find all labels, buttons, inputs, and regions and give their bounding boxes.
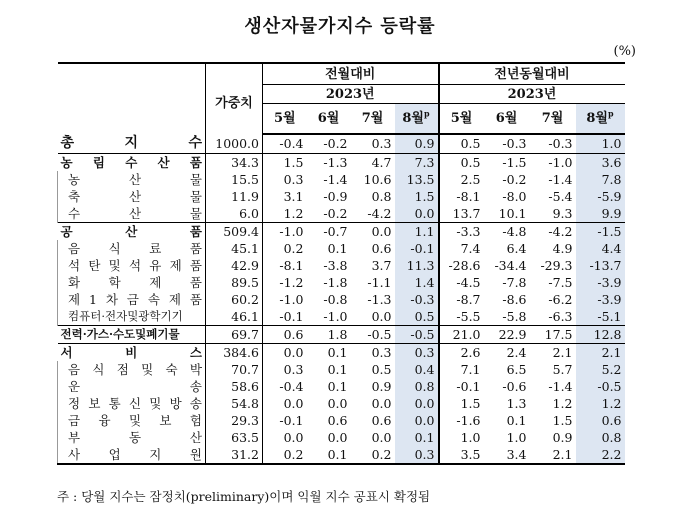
mom-cell: -0.5	[351, 326, 395, 344]
table-row	[58, 326, 625, 344]
yoy-cell: -8.6	[502, 292, 527, 307]
yoy-cell: -4.8	[484, 223, 530, 241]
row-label: 축 산 물	[58, 188, 206, 205]
row-label: 수 산 물	[58, 205, 206, 223]
table-title: 생산자물가지수 등락률	[244, 16, 436, 37]
mom-cell: 0.0	[263, 344, 307, 362]
yoy-cell: -1.4	[548, 379, 573, 394]
table-row	[58, 188, 625, 205]
table-row	[58, 446, 625, 464]
yoy-cell: -0.2	[502, 172, 527, 187]
mom-cell: -1.4	[323, 172, 348, 187]
mom-cell: 0.0	[327, 396, 348, 411]
mom-cell: -0.1	[395, 240, 439, 257]
mom-cell: 0.0	[263, 429, 307, 446]
yoy-cell: -0.3	[484, 134, 530, 154]
weight-cell: 69.7	[206, 326, 263, 344]
mom-cell: 0.0	[371, 309, 392, 324]
yoy-cell: 7.4	[439, 240, 484, 257]
unit-label: (%)	[613, 44, 636, 59]
mom-cell: 0.6	[371, 241, 392, 256]
mom-cell: 0.1	[307, 446, 351, 464]
yoy-cell: 3.5	[439, 446, 484, 464]
mom-cell: 0.2	[351, 446, 395, 464]
table-row	[58, 154, 625, 172]
yoy-cell: -5.9	[576, 188, 625, 205]
yoy-cell: 1.3	[506, 396, 527, 411]
yoy-cell: 12.8	[576, 326, 625, 344]
row-label: 서 비 스	[58, 344, 206, 362]
table-row	[58, 291, 625, 308]
yoy-cell: 6.5	[506, 362, 527, 377]
table-row	[58, 240, 625, 257]
row-label: 정 보 통 신 및 방 송	[58, 395, 206, 412]
mom-cell: -0.3	[395, 291, 439, 308]
weight-cell: 509.4	[206, 223, 263, 241]
weight-cell: 34.3	[206, 154, 263, 172]
mom-header: 전월대비	[263, 63, 439, 85]
mom-cell: 7.3	[395, 154, 439, 172]
mom-cell: -1.0	[263, 223, 307, 241]
row-label: 음 식 료 품	[58, 240, 206, 257]
mom-cell: 0.0	[395, 205, 439, 223]
yoy-cell: 7.8	[576, 171, 625, 188]
yoy-cell: -5.8	[502, 309, 527, 324]
table-row	[58, 308, 625, 326]
yoy-cell: -7.5	[548, 275, 573, 290]
weight-cell: 11.9	[206, 188, 263, 205]
yoy-cell: -3.9	[576, 274, 625, 291]
mom-cell: 0.3	[351, 344, 395, 362]
mom-cell: 1.5	[395, 188, 439, 205]
yoy-cell: -0.6	[502, 379, 527, 394]
yoy-month-1: 5월	[439, 104, 484, 134]
yoy-cell: -0.1	[439, 378, 484, 395]
yoy-cell: -8.7	[439, 291, 484, 308]
mom-cell: 0.6	[371, 413, 392, 428]
yoy-cell: -4.5	[439, 274, 484, 291]
mom-cell: 0.4	[395, 361, 439, 378]
mom-month-4: 8월$^p$	[395, 104, 439, 134]
row-label: 사 업 지 원	[58, 446, 206, 464]
yoy-cell: -28.6	[439, 257, 484, 274]
yoy-cell: 3.6	[576, 154, 625, 172]
yoy-cell: 0.6	[576, 412, 625, 429]
yoy-cell: 2.5	[439, 171, 484, 188]
mom-cell: -3.8	[323, 258, 348, 273]
ppi-table	[57, 62, 625, 465]
yoy-year: 2023년	[439, 85, 625, 104]
yoy-cell: -0.5	[576, 378, 625, 395]
mom-cell: -8.1	[263, 257, 307, 274]
yoy-cell: 4.4	[576, 240, 625, 257]
mom-cell: -1.1	[367, 275, 392, 290]
mom-cell: 0.0	[371, 430, 392, 445]
mom-month-1: 5월	[263, 104, 307, 134]
mom-cell: 0.1	[327, 241, 348, 256]
yoy-cell: 0.5	[439, 134, 484, 154]
row-label: 농 산 물	[58, 171, 206, 188]
weight-cell: 6.0	[206, 205, 263, 223]
yoy-cell: 2.4	[484, 344, 530, 362]
table-row	[58, 171, 625, 188]
row-label: 공 산 품	[58, 223, 206, 241]
weight-cell: 58.6	[206, 378, 263, 395]
yoy-cell: -3.9	[576, 291, 625, 308]
yoy-cell: -8.1	[439, 188, 484, 205]
label-header	[58, 63, 206, 134]
table-row	[58, 205, 625, 223]
table-row	[58, 134, 625, 154]
table-row	[58, 429, 625, 446]
mom-cell: 0.6	[263, 326, 307, 344]
weight-cell: 42.9	[206, 257, 263, 274]
weight-cell: 89.5	[206, 274, 263, 291]
yoy-cell: -7.8	[502, 275, 527, 290]
mom-cell: 1.5	[263, 154, 307, 172]
mom-cell: 0.3	[263, 171, 307, 188]
row-label: 운 송	[58, 378, 206, 395]
mom-cell: 0.2	[263, 240, 307, 257]
mom-cell: -0.5	[395, 326, 439, 344]
mom-cell: 0.1	[395, 429, 439, 446]
yoy-cell: 4.9	[552, 241, 573, 256]
yoy-cell: 13.7	[439, 205, 484, 223]
weight-cell: 63.5	[206, 429, 263, 446]
mom-cell: 0.3	[395, 344, 439, 362]
yoy-cell: 2.2	[576, 446, 625, 464]
mom-cell: 13.5	[395, 171, 439, 188]
yoy-cell: 17.5	[530, 326, 576, 344]
mom-cell: -0.4	[263, 134, 307, 154]
row-label: 농 림 수 산 품	[58, 154, 206, 172]
yoy-cell: -1.5	[576, 223, 625, 241]
table-row	[58, 257, 625, 274]
mom-cell: -0.8	[323, 292, 348, 307]
row-label: 음 식 점 및 숙 박	[58, 361, 206, 378]
mom-cell: -0.9	[323, 189, 348, 204]
mom-cell: 0.8	[395, 378, 439, 395]
yoy-cell: 6.4	[506, 241, 527, 256]
yoy-cell: -5.4	[548, 189, 573, 204]
yoy-cell: -1.6	[439, 412, 484, 429]
mom-cell: 0.5	[371, 362, 392, 377]
yoy-cell: -13.7	[576, 257, 625, 274]
mom-cell: 0.0	[327, 430, 348, 445]
yoy-cell: 2.6	[439, 344, 484, 362]
mom-month-3: 7월	[351, 104, 395, 134]
yoy-cell: 21.0	[439, 326, 484, 344]
yoy-cell: 1.0	[576, 134, 625, 154]
mom-cell: -1.2	[263, 274, 307, 291]
weight-cell: 31.2	[206, 446, 263, 464]
mom-cell: 0.6	[327, 413, 348, 428]
yoy-cell: 0.1	[506, 413, 527, 428]
yoy-cell: -1.4	[548, 172, 573, 187]
mom-cell: 0.1	[307, 344, 351, 362]
table-row	[58, 378, 625, 395]
yoy-cell: -6.2	[548, 292, 573, 307]
weight-cell: 384.6	[206, 344, 263, 362]
yoy-cell: -5.1	[576, 308, 625, 326]
yoy-month-2: 6월	[484, 104, 530, 134]
yoy-cell: 1.0	[439, 429, 484, 446]
mom-cell: -1.8	[323, 275, 348, 290]
mom-cell: 0.1	[327, 379, 348, 394]
yoy-cell: 2.1	[530, 344, 576, 362]
yoy-cell: 3.4	[484, 446, 530, 464]
row-label: 부 동 산	[58, 429, 206, 446]
table-row	[58, 274, 625, 291]
yoy-cell: 1.5	[552, 413, 573, 428]
row-label: 금 융 및 보 험	[58, 412, 206, 429]
mom-cell: 0.9	[395, 134, 439, 154]
yoy-cell: 5.2	[576, 361, 625, 378]
table-row	[58, 223, 625, 241]
yoy-cell: 0.9	[552, 430, 573, 445]
row-label: 총 지 수	[58, 134, 206, 154]
mom-month-2: 6월	[307, 104, 351, 134]
weight-cell: 70.7	[206, 361, 263, 378]
yoy-month-3: 7월	[530, 104, 576, 134]
yoy-cell: 1.5	[439, 395, 484, 412]
mom-cell: 0.0	[351, 223, 395, 241]
yoy-cell: -29.3	[540, 258, 573, 273]
row-label: 컴퓨터·전자및광학기기	[58, 308, 206, 326]
mom-cell: 0.2	[263, 446, 307, 464]
mom-cell: 0.1	[327, 362, 348, 377]
footnote: 주 : 당월 지수는 잠정치(preliminary)이며 익월 지수 공표시 확정됨	[57, 489, 431, 504]
mom-year: 2023년	[263, 85, 439, 104]
weight-cell: 29.3	[206, 412, 263, 429]
mom-cell: 1.4	[395, 274, 439, 291]
mom-cell: 0.0	[263, 395, 307, 412]
mom-cell: 0.0	[371, 396, 392, 411]
weight-cell: 54.8	[206, 395, 263, 412]
yoy-cell: 7.1	[439, 361, 484, 378]
yoy-cell: -8.0	[502, 189, 527, 204]
yoy-cell: 0.5	[439, 154, 484, 172]
yoy-cell: -1.0	[530, 154, 576, 172]
weight-cell: 46.1	[206, 308, 263, 326]
weight-cell: 60.2	[206, 291, 263, 308]
yoy-cell: 2.1	[530, 446, 576, 464]
yoy-cell: 5.7	[552, 362, 573, 377]
mom-cell: 1.2	[263, 205, 307, 223]
mom-cell: 3.1	[263, 188, 307, 205]
mom-cell: 0.8	[371, 189, 392, 204]
yoy-month-4: 8월$^p$	[576, 104, 625, 134]
yoy-cell: 0.8	[576, 429, 625, 446]
row-label: 석 탄 및 석 유 제 품	[58, 257, 206, 274]
mom-cell: 0.0	[395, 395, 439, 412]
weight-cell: 1000.0	[206, 134, 263, 154]
mom-cell: -0.4	[263, 378, 307, 395]
row-label: 제 1 차 금 속 제 품	[58, 291, 206, 308]
mom-cell: 3.7	[371, 258, 392, 273]
yoy-cell: 22.9	[484, 326, 530, 344]
yoy-cell: 1.2	[552, 396, 573, 411]
mom-cell: 0.5	[395, 308, 439, 326]
table-row	[58, 344, 625, 362]
row-label: 전력·가스·수도및폐기물	[58, 326, 206, 344]
mom-cell: 1.1	[395, 223, 439, 241]
yoy-cell: 10.1	[498, 206, 527, 221]
mom-cell: 0.3	[263, 361, 307, 378]
yoy-cell: -4.2	[530, 223, 576, 241]
mom-cell: -1.3	[307, 154, 351, 172]
mom-cell: -1.0	[323, 309, 348, 324]
mom-cell: -0.2	[323, 206, 348, 221]
weight-header: 가중치	[206, 63, 263, 134]
yoy-cell: -34.4	[494, 258, 527, 273]
yoy-cell: -3.3	[439, 223, 484, 241]
yoy-cell: 9.9	[576, 205, 625, 223]
weight-cell: 45.1	[206, 240, 263, 257]
yoy-cell: 1.2	[576, 395, 625, 412]
mom-cell: 0.3	[351, 134, 395, 154]
row-label: 화 학 제 품	[58, 274, 206, 291]
mom-cell: 11.3	[395, 257, 439, 274]
mom-cell: -1.3	[367, 292, 392, 307]
yoy-cell: -5.5	[439, 308, 484, 326]
mom-cell: 1.8	[307, 326, 351, 344]
mom-cell: -0.1	[263, 308, 307, 326]
mom-cell: 0.9	[371, 379, 392, 394]
mom-cell: -0.7	[307, 223, 351, 241]
yoy-cell: -6.3	[548, 309, 573, 324]
table-row	[58, 412, 625, 429]
yoy-cell: 9.3	[552, 206, 573, 221]
mom-cell: 0.3	[395, 446, 439, 464]
mom-cell: -1.0	[263, 291, 307, 308]
yoy-cell: 2.1	[576, 344, 625, 362]
yoy-header: 전년동월대비	[439, 63, 625, 85]
mom-cell: 10.6	[363, 172, 392, 187]
mom-cell: -0.2	[307, 134, 351, 154]
mom-cell: -0.1	[263, 412, 307, 429]
yoy-cell: -0.3	[530, 134, 576, 154]
mom-cell: 0.0	[395, 412, 439, 429]
mom-cell: -4.2	[367, 206, 392, 221]
yoy-cell: -1.5	[484, 154, 530, 172]
mom-cell: 4.7	[351, 154, 395, 172]
table-row	[58, 361, 625, 378]
table-row	[58, 395, 625, 412]
yoy-cell: 1.0	[506, 430, 527, 445]
weight-cell: 15.5	[206, 171, 263, 188]
